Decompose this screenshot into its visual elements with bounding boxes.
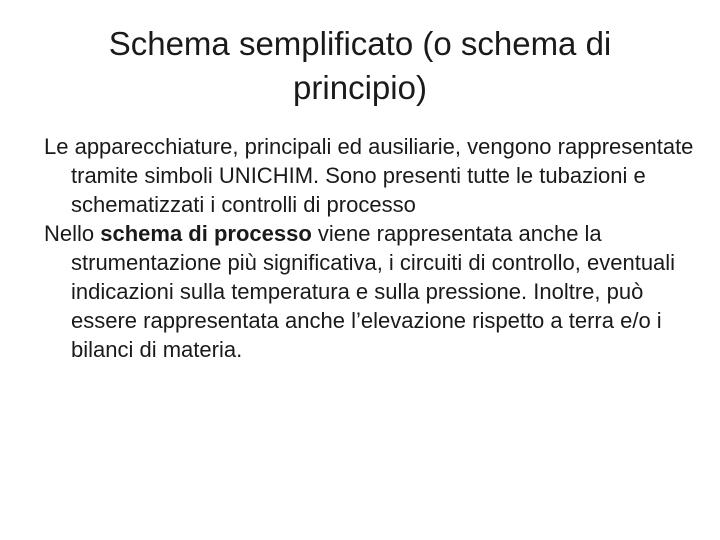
paragraph-equipment: Le apparecchiature, principali ed ausiliarie, vengono rappresentate tramite simboli UNICHIM. Sono presenti tutte le tubazioni e schematizzati i controlli di processo [44, 134, 694, 217]
slide-title: Schema semplificato (o schema di principio) [108, 25, 612, 106]
paragraph-process-scheme [44, 219, 694, 364]
paragraph-process-scheme-intro: Nello [44, 221, 101, 246]
slide-body [44, 132, 694, 364]
process-scheme-term: schema di processo [100, 221, 312, 246]
paragraph-process-scheme-rest: viene rappresentata anche la strumentazione più significativa, i circuiti di controllo, eventuali indicazioni sulla temperatura e sulla pressione. Inoltre, può essere rappresentata anche l’elevazione rispetto a terra e/o i bilanci di materia. [71, 221, 676, 362]
